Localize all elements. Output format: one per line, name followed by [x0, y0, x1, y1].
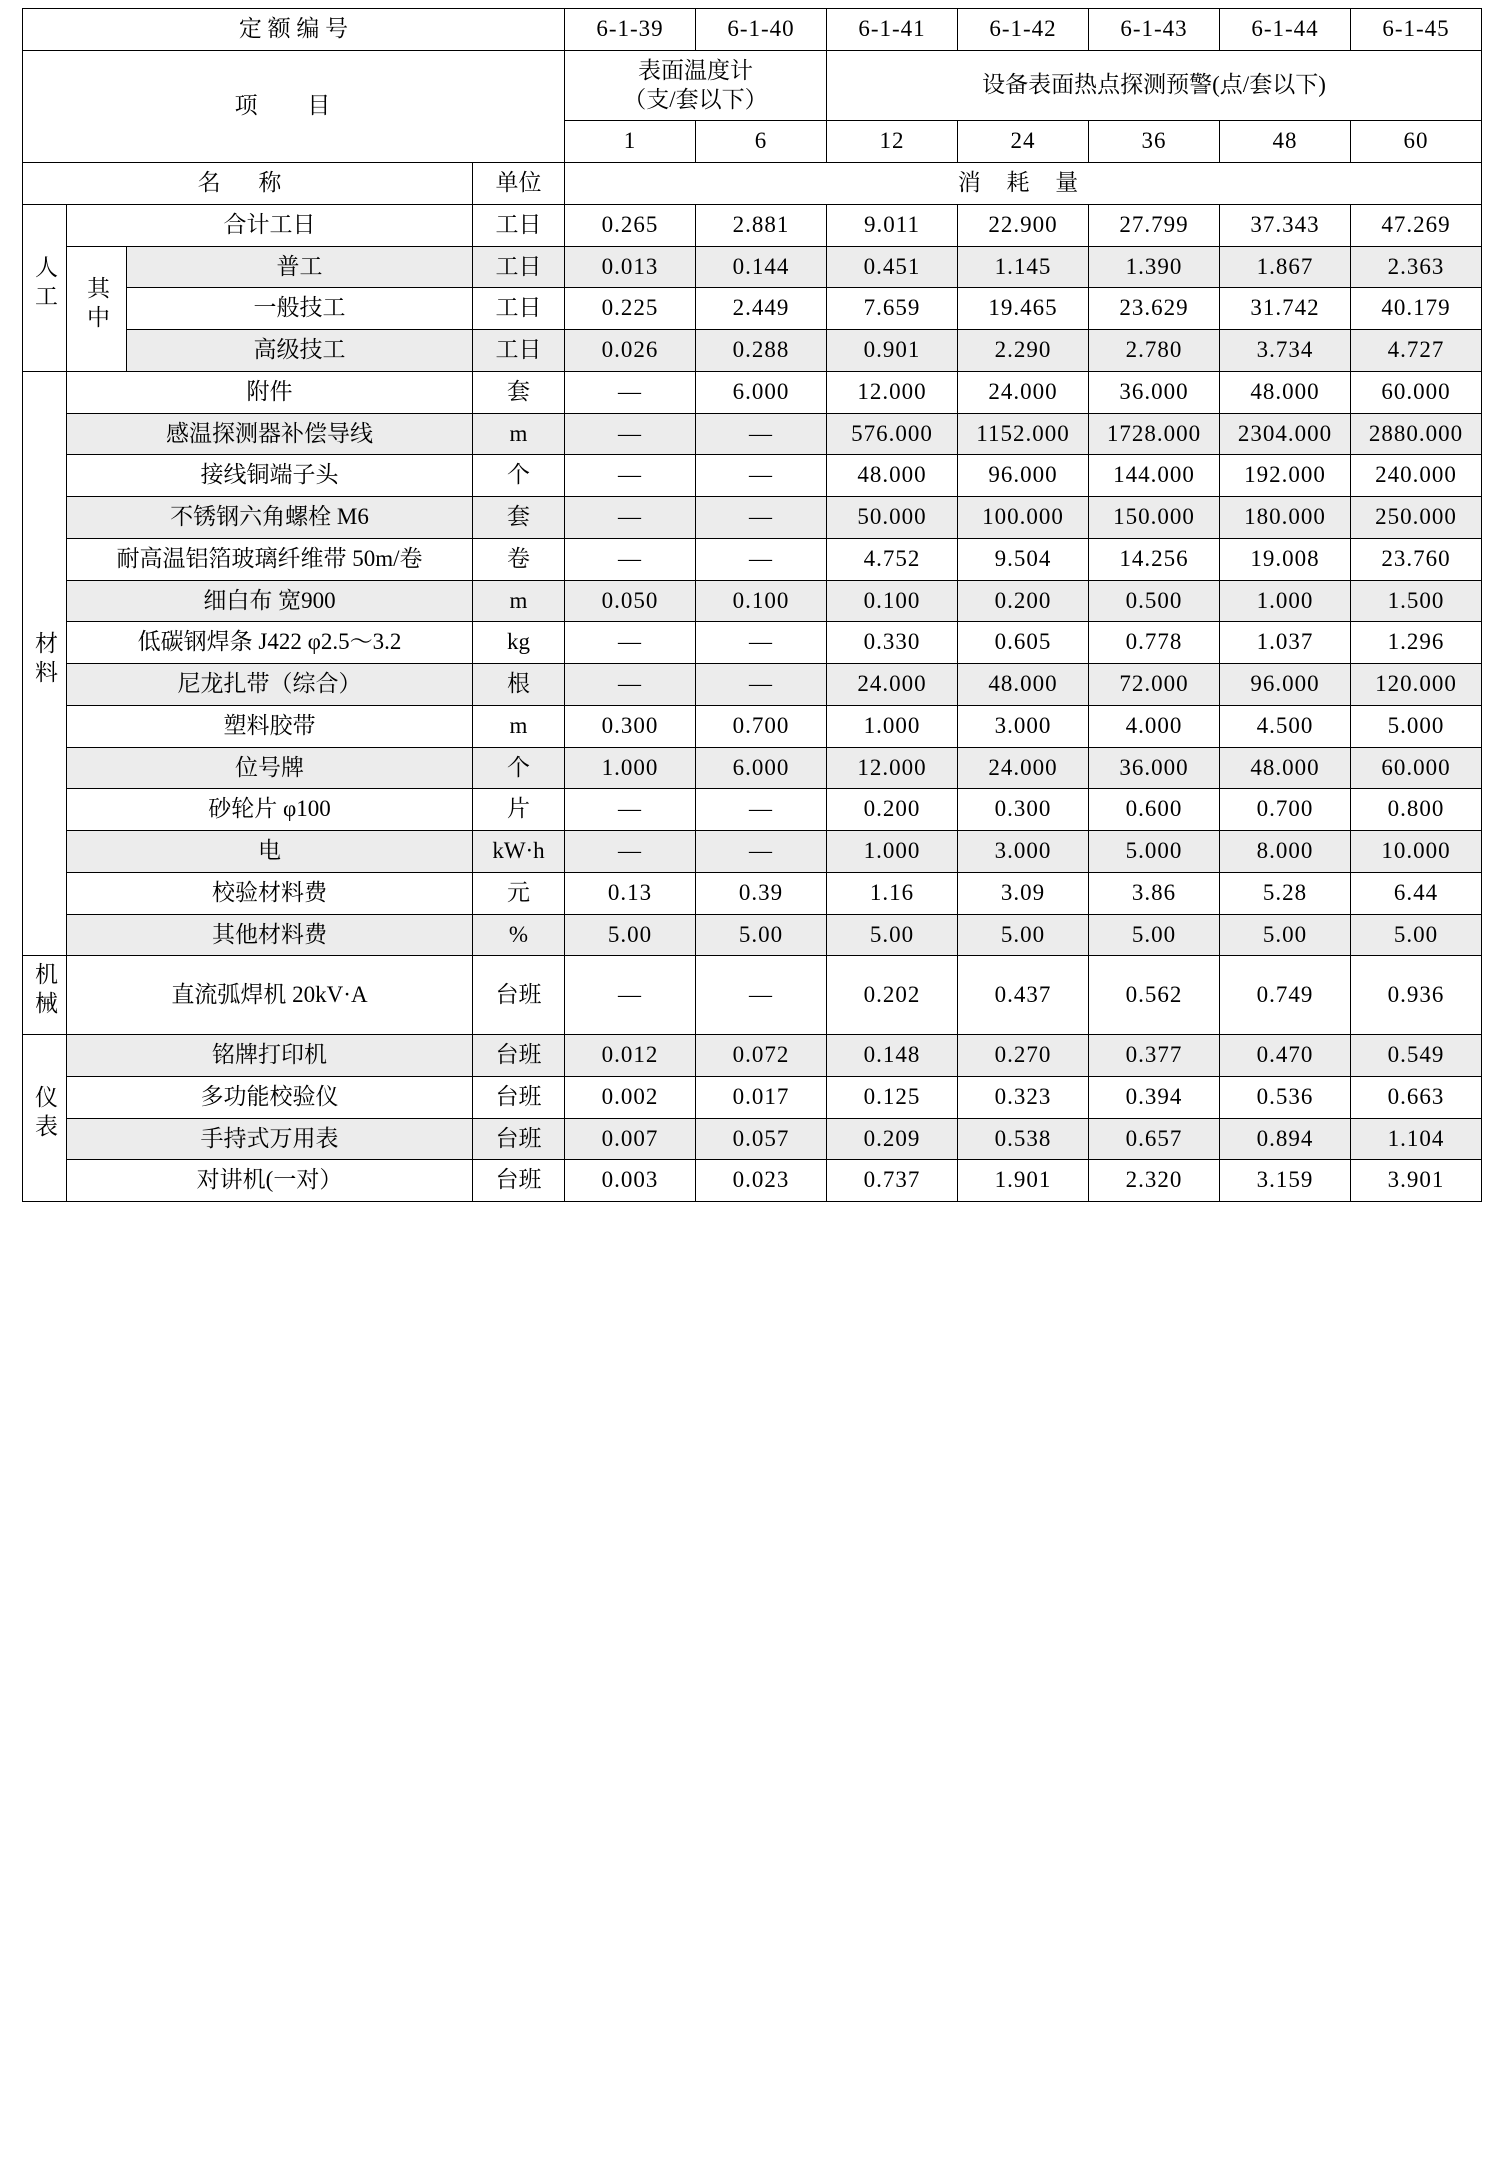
item-value: 0.894 — [1220, 1118, 1351, 1160]
item-value: 12.000 — [827, 371, 958, 413]
item-value: 144.000 — [1089, 455, 1220, 497]
item-value: 5.00 — [1351, 914, 1482, 956]
item-value: 19.008 — [1220, 538, 1351, 580]
item-value: — — [565, 497, 696, 539]
item-value: — — [696, 831, 827, 873]
group-label-surface-thermometer — [565, 50, 827, 121]
item-unit: 卷 — [473, 538, 565, 580]
item-value: 1728.000 — [1089, 413, 1220, 455]
quota-number-2: 6-1-40 — [696, 9, 827, 51]
item-value: 240.000 — [1351, 455, 1482, 497]
item-value: 0.012 — [565, 1035, 696, 1077]
item-value: 250.000 — [1351, 497, 1482, 539]
labor-sub-label-text: 其中 — [84, 275, 109, 334]
item-value: 0.013 — [565, 246, 696, 288]
consumption-column-label: 消 耗 量 — [565, 163, 1482, 205]
item-value: 9.011 — [827, 204, 958, 246]
table-row — [23, 246, 1482, 288]
item-value: 31.742 — [1220, 288, 1351, 330]
capacity-7: 60 — [1351, 121, 1482, 163]
item-value: 37.343 — [1220, 204, 1351, 246]
item-value: 0.265 — [565, 204, 696, 246]
item-unit: 元 — [473, 872, 565, 914]
capacity-1: 1 — [565, 121, 696, 163]
item-value: 96.000 — [958, 455, 1089, 497]
item-unit: 台班 — [473, 956, 565, 1035]
section-label-instrument-text: 仪表 — [32, 1085, 57, 1144]
item-name: 直流弧焊机 20kV·A — [67, 956, 473, 1035]
item-value: — — [565, 413, 696, 455]
group1-line1: 表面温度计 — [638, 57, 753, 83]
item-value: 1.296 — [1351, 622, 1482, 664]
item-value: 47.269 — [1351, 204, 1482, 246]
item-value: — — [565, 956, 696, 1035]
item-value: 1.000 — [827, 831, 958, 873]
item-value: 5.00 — [1220, 914, 1351, 956]
quota-number-label: 定 额 编 号 — [23, 9, 565, 51]
item-value: 48.000 — [1220, 747, 1351, 789]
item-value: — — [565, 789, 696, 831]
table-row — [23, 204, 1482, 246]
item-value: 0.800 — [1351, 789, 1482, 831]
item-name: 细白布 宽900 — [67, 580, 473, 622]
item-value: 0.003 — [565, 1160, 696, 1202]
item-value: 60.000 — [1351, 371, 1482, 413]
item-value: 0.549 — [1351, 1035, 1482, 1077]
item-value: 0.050 — [565, 580, 696, 622]
item-value: 0.026 — [565, 330, 696, 372]
item-value: — — [565, 538, 696, 580]
table-row — [23, 1160, 1482, 1202]
item-value: 0.700 — [1220, 789, 1351, 831]
table-row — [23, 371, 1482, 413]
item-name: 接线铜端子头 — [67, 455, 473, 497]
item-value: 0.007 — [565, 1118, 696, 1160]
item-value: 0.778 — [1089, 622, 1220, 664]
item-name: 高级技工 — [127, 330, 473, 372]
table-row — [23, 747, 1482, 789]
item-name: 普工 — [127, 246, 473, 288]
item-value: 23.760 — [1351, 538, 1482, 580]
item-unit: 台班 — [473, 1160, 565, 1202]
item-value: 0.002 — [565, 1076, 696, 1118]
capacity-4: 24 — [958, 121, 1089, 163]
item-value: 5.000 — [1351, 705, 1482, 747]
item-value: 2.290 — [958, 330, 1089, 372]
item-value: 50.000 — [827, 497, 958, 539]
item-unit: 个 — [473, 455, 565, 497]
item-value: 576.000 — [827, 413, 958, 455]
item-value: 0.300 — [958, 789, 1089, 831]
item-value: 1.390 — [1089, 246, 1220, 288]
item-value: — — [565, 622, 696, 664]
quota-number-3: 6-1-41 — [827, 9, 958, 51]
item-value: 60.000 — [1351, 747, 1482, 789]
section-label-labor — [23, 204, 67, 371]
quota-number-4: 6-1-42 — [958, 9, 1089, 51]
item-value: 48.000 — [1220, 371, 1351, 413]
item-value: 3.000 — [958, 831, 1089, 873]
item-value: 0.605 — [958, 622, 1089, 664]
item-value: 1.145 — [958, 246, 1089, 288]
item-value: 0.377 — [1089, 1035, 1220, 1077]
section-label-machine — [23, 956, 67, 1035]
item-value: 0.148 — [827, 1035, 958, 1077]
item-value: — — [696, 413, 827, 455]
item-value: 3.86 — [1089, 872, 1220, 914]
item-value: 150.000 — [1089, 497, 1220, 539]
item-name: 感温探测器补偿导线 — [67, 413, 473, 455]
item-name: 位号牌 — [67, 747, 473, 789]
item-value: 0.437 — [958, 956, 1089, 1035]
quota-number-1: 6-1-39 — [565, 9, 696, 51]
item-value: 3.901 — [1351, 1160, 1482, 1202]
item-value: 5.000 — [1089, 831, 1220, 873]
item-value: 0.500 — [1089, 580, 1220, 622]
header-row-project — [23, 50, 1482, 121]
item-name: 一般技工 — [127, 288, 473, 330]
item-value: 6.000 — [696, 371, 827, 413]
item-value: 1.037 — [1220, 622, 1351, 664]
item-value: 0.470 — [1220, 1035, 1351, 1077]
item-value: 6.44 — [1351, 872, 1482, 914]
item-name: 电 — [67, 831, 473, 873]
item-unit: 片 — [473, 789, 565, 831]
item-value: 2304.000 — [1220, 413, 1351, 455]
item-value: 0.202 — [827, 956, 958, 1035]
item-name: 塑料胶带 — [67, 705, 473, 747]
item-value: 5.00 — [958, 914, 1089, 956]
item-value: 0.270 — [958, 1035, 1089, 1077]
capacity-6: 48 — [1220, 121, 1351, 163]
item-value: 0.100 — [696, 580, 827, 622]
item-name: 其他材料费 — [67, 914, 473, 956]
item-value: 9.504 — [958, 538, 1089, 580]
quota-table — [22, 8, 1482, 1202]
item-value: 3.159 — [1220, 1160, 1351, 1202]
item-value: 5.00 — [696, 914, 827, 956]
item-value: — — [565, 664, 696, 706]
item-value: 0.125 — [827, 1076, 958, 1118]
name-column-label: 名 称 — [23, 163, 473, 205]
item-value: — — [565, 371, 696, 413]
item-value: 0.209 — [827, 1118, 958, 1160]
item-value: 5.00 — [565, 914, 696, 956]
item-name: 耐高温铝箔玻璃纤维带 50m/卷 — [67, 538, 473, 580]
item-unit: kW·h — [473, 831, 565, 873]
item-value: 100.000 — [958, 497, 1089, 539]
item-unit: 台班 — [473, 1035, 565, 1077]
item-value: 120.000 — [1351, 664, 1482, 706]
item-name: 附件 — [67, 371, 473, 413]
project-label: 项 目 — [23, 50, 565, 162]
item-value: 192.000 — [1220, 455, 1351, 497]
unit-column-label: 单位 — [473, 163, 565, 205]
item-value: 0.562 — [1089, 956, 1220, 1035]
table-row — [23, 789, 1482, 831]
item-value: 22.900 — [958, 204, 1089, 246]
item-value: — — [696, 497, 827, 539]
item-value: 5.00 — [827, 914, 958, 956]
item-name: 低碳钢焊条 J422 φ2.5～3.2 — [67, 622, 473, 664]
item-value: 0.737 — [827, 1160, 958, 1202]
item-value: — — [696, 664, 827, 706]
item-value: — — [696, 455, 827, 497]
item-value: 1.000 — [1220, 580, 1351, 622]
table-row — [23, 1076, 1482, 1118]
item-value: 3.734 — [1220, 330, 1351, 372]
item-value: 2880.000 — [1351, 413, 1482, 455]
header-row-quota-number — [23, 9, 1482, 51]
item-value: 24.000 — [827, 664, 958, 706]
item-name: 不锈钢六角螺栓 M6 — [67, 497, 473, 539]
item-value: 36.000 — [1089, 371, 1220, 413]
item-value: 2.449 — [696, 288, 827, 330]
item-value: 0.663 — [1351, 1076, 1482, 1118]
section-label-labor-text: 人工 — [32, 254, 57, 313]
item-value: — — [565, 831, 696, 873]
labor-sub-label — [67, 246, 127, 371]
table-row — [23, 1118, 1482, 1160]
item-value: 36.000 — [1089, 747, 1220, 789]
item-value: 40.179 — [1351, 288, 1482, 330]
item-value: 0.394 — [1089, 1076, 1220, 1118]
item-value: 5.28 — [1220, 872, 1351, 914]
table-row — [23, 956, 1482, 1035]
capacity-3: 12 — [827, 121, 958, 163]
item-unit: m — [473, 413, 565, 455]
item-value: 0.100 — [827, 580, 958, 622]
item-unit: 个 — [473, 747, 565, 789]
item-name: 多功能校验仪 — [67, 1076, 473, 1118]
capacity-5: 36 — [1089, 121, 1220, 163]
section-label-machine-text: 机械 — [32, 962, 57, 1021]
item-value: 0.451 — [827, 246, 958, 288]
item-name: 手持式万用表 — [67, 1118, 473, 1160]
item-name: 铭牌打印机 — [67, 1035, 473, 1077]
item-value: 10.000 — [1351, 831, 1482, 873]
item-value: 1.104 — [1351, 1118, 1482, 1160]
item-value: 1.000 — [565, 747, 696, 789]
table-row — [23, 580, 1482, 622]
item-name: 尼龙扎带（综合） — [67, 664, 473, 706]
table-row — [23, 622, 1482, 664]
item-unit: 工日 — [473, 330, 565, 372]
group-label-hotspot-detection: 设备表面热点探测预警(点/套以下) — [827, 50, 1482, 121]
item-value: 48.000 — [827, 455, 958, 497]
table-row — [23, 330, 1482, 372]
item-value: 23.629 — [1089, 288, 1220, 330]
item-value: 3.09 — [958, 872, 1089, 914]
item-value: 0.901 — [827, 330, 958, 372]
item-name: 校验材料费 — [67, 872, 473, 914]
item-value: 0.13 — [565, 872, 696, 914]
group1-line2: （支/套以下） — [623, 86, 768, 112]
quota-number-5: 6-1-43 — [1089, 9, 1220, 51]
item-value: 8.000 — [1220, 831, 1351, 873]
item-value: 0.225 — [565, 288, 696, 330]
quota-number-7: 6-1-45 — [1351, 9, 1482, 51]
item-value: 0.144 — [696, 246, 827, 288]
item-value: 1.500 — [1351, 580, 1482, 622]
item-value: 0.936 — [1351, 956, 1482, 1035]
item-value: 0.323 — [958, 1076, 1089, 1118]
item-value: 2.780 — [1089, 330, 1220, 372]
item-value: 0.536 — [1220, 1076, 1351, 1118]
item-value: — — [565, 455, 696, 497]
item-unit: m — [473, 580, 565, 622]
item-name: 砂轮片 φ100 — [67, 789, 473, 831]
table-row — [23, 914, 1482, 956]
table-row — [23, 497, 1482, 539]
item-value: 0.700 — [696, 705, 827, 747]
item-value: 4.727 — [1351, 330, 1482, 372]
item-value: 0.39 — [696, 872, 827, 914]
item-unit: % — [473, 914, 565, 956]
item-value: 24.000 — [958, 371, 1089, 413]
item-value: 1152.000 — [958, 413, 1089, 455]
item-value: — — [696, 789, 827, 831]
item-value: 19.465 — [958, 288, 1089, 330]
item-unit: 工日 — [473, 204, 565, 246]
item-value: — — [696, 956, 827, 1035]
item-value: 4.000 — [1089, 705, 1220, 747]
quota-number-6: 6-1-44 — [1220, 9, 1351, 51]
section-label-instrument — [23, 1035, 67, 1202]
table-row — [23, 455, 1482, 497]
item-value: 14.256 — [1089, 538, 1220, 580]
item-value: 1.867 — [1220, 246, 1351, 288]
item-value: 0.749 — [1220, 956, 1351, 1035]
table-row — [23, 413, 1482, 455]
item-value: 0.300 — [565, 705, 696, 747]
table-row — [23, 831, 1482, 873]
item-value: 1.000 — [827, 705, 958, 747]
table-row — [23, 664, 1482, 706]
item-value: 2.881 — [696, 204, 827, 246]
item-name: 对讲机(一对） — [67, 1160, 473, 1202]
item-unit: m — [473, 705, 565, 747]
item-unit: 套 — [473, 371, 565, 413]
item-unit: 工日 — [473, 246, 565, 288]
item-value: 0.023 — [696, 1160, 827, 1202]
section-label-material — [23, 371, 67, 956]
item-value: 48.000 — [958, 664, 1089, 706]
item-value: 7.659 — [827, 288, 958, 330]
item-value: 4.500 — [1220, 705, 1351, 747]
item-value: 24.000 — [958, 747, 1089, 789]
item-value: 1.901 — [958, 1160, 1089, 1202]
item-unit: 根 — [473, 664, 565, 706]
item-unit: 台班 — [473, 1076, 565, 1118]
item-value: 3.000 — [958, 705, 1089, 747]
item-unit: kg — [473, 622, 565, 664]
item-value: 0.657 — [1089, 1118, 1220, 1160]
table-row — [23, 705, 1482, 747]
item-value: 4.752 — [827, 538, 958, 580]
item-value: 72.000 — [1089, 664, 1220, 706]
item-value: 0.538 — [958, 1118, 1089, 1160]
item-value: 2.320 — [1089, 1160, 1220, 1202]
table-row — [23, 288, 1482, 330]
header-row-columns — [23, 163, 1482, 205]
section-label-material-text: 材料 — [32, 630, 57, 689]
item-name: 合计工日 — [67, 204, 473, 246]
item-value: 0.057 — [696, 1118, 827, 1160]
item-value: 12.000 — [827, 747, 958, 789]
table-row — [23, 538, 1482, 580]
item-unit: 套 — [473, 497, 565, 539]
item-value: 2.363 — [1351, 246, 1482, 288]
item-value: 0.200 — [827, 789, 958, 831]
table-row — [23, 872, 1482, 914]
table-row — [23, 1035, 1482, 1077]
item-value: 0.600 — [1089, 789, 1220, 831]
item-value: 180.000 — [1220, 497, 1351, 539]
capacity-2: 6 — [696, 121, 827, 163]
item-unit: 工日 — [473, 288, 565, 330]
item-value: 5.00 — [1089, 914, 1220, 956]
item-value: 0.072 — [696, 1035, 827, 1077]
item-value: — — [696, 538, 827, 580]
item-value: 1.16 — [827, 872, 958, 914]
item-value: — — [696, 622, 827, 664]
item-value: 6.000 — [696, 747, 827, 789]
item-value: 0.200 — [958, 580, 1089, 622]
item-value: 0.330 — [827, 622, 958, 664]
item-value: 0.288 — [696, 330, 827, 372]
item-value: 0.017 — [696, 1076, 827, 1118]
item-value: 96.000 — [1220, 664, 1351, 706]
item-unit: 台班 — [473, 1118, 565, 1160]
item-value: 27.799 — [1089, 204, 1220, 246]
